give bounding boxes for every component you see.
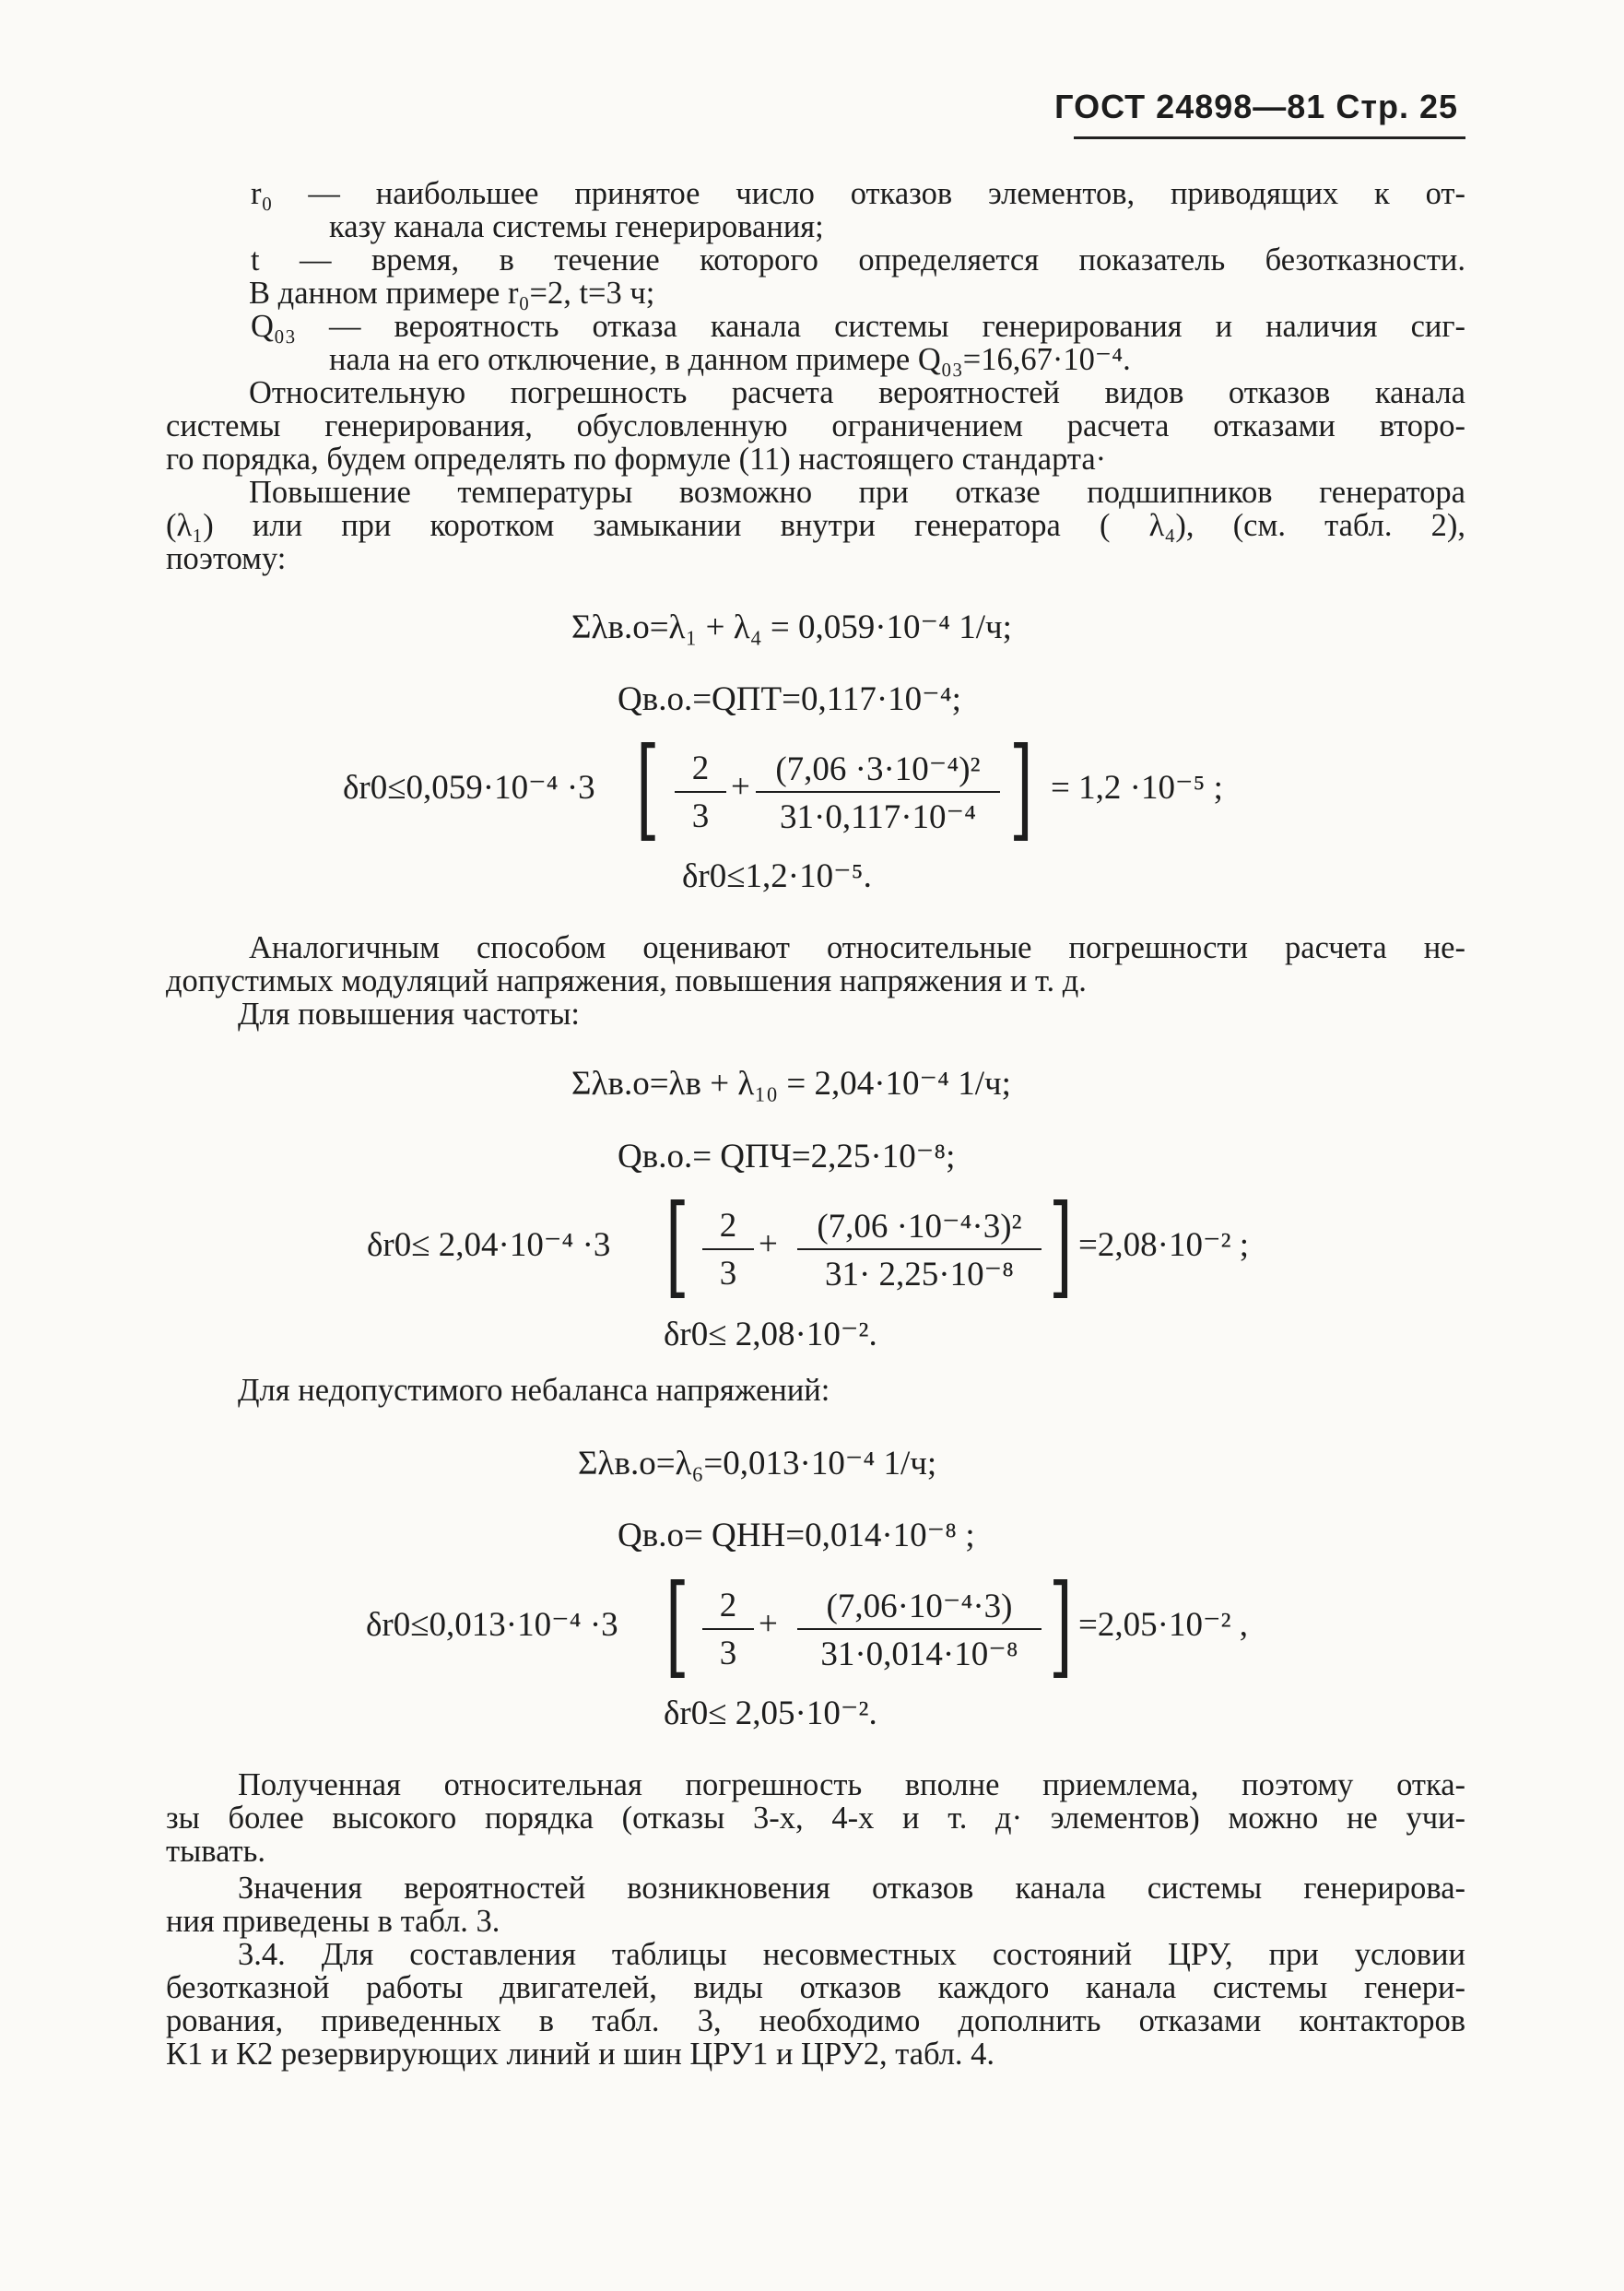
block3-frac2-num: (7,06·10⁻⁴·3) [826,1588,1013,1625]
para-temp-line: Повышение температуры возможно при отказе подшипников генератора [249,475,1465,510]
right-bracket: ] [1009,725,1033,853]
fraction-bar [797,1628,1041,1630]
unbalance-heading: Для недопустимого небаланса напряжений: [238,1373,830,1408]
para-34-line: безотказной работы двигателей, виды отказов каждого канала системы генери- [166,1970,1465,2005]
block2-sum-formula: Σλв.о=λв + λ₁₀ = 2,04·10⁻⁴ 1/ч; [571,1065,1011,1103]
fraction-bar [756,791,1000,793]
para-analog-line: допустимых модуляций напряжения, повышения напряжения и т. д. [166,963,1087,998]
block2-frac1-num: 2 [719,1207,737,1245]
para-error-line: системы генерирования, обусловленную ограничением расчета отказами второ- [166,408,1465,443]
plus-sign: + [731,768,750,806]
block3-frac1-num: 2 [719,1587,737,1624]
para-34-line: К1 и К2 резервирующих линий и шин ЦРУ1 и ЦРУ2, табл. 4. [166,2037,995,2072]
block2-frac2-den: 31· 2,25·10⁻⁸ [824,1256,1015,1293]
block2-frac2-num: (7,06 ·10⁻⁴·3)² [817,1208,1022,1246]
def-q03-line1: Q₀₃ — вероятность отказа канала системы генерирования и наличия сиг- [251,309,1465,344]
fraction-bar [702,1248,754,1250]
para-error-line: Относительную погрешность расчета вероятностей видов отказов канала [249,375,1465,410]
header-rule [1074,136,1465,139]
block2-delta-rhs: =2,08·10⁻² ; [1078,1226,1250,1264]
def-example-line: В данном примере r₀=2, t=3 ч; [249,276,655,311]
block1-frac2-den: 31·0,117·10⁻⁴ [780,798,976,836]
page-header: ГОСТ 24898—81 Стр. 25 [1054,88,1458,125]
block2-frac1-den: 3 [719,1255,737,1293]
para-values-line: Значения вероятностей возникновения отказов канала системы генерирова- [238,1871,1465,1906]
para-conclusion-line: зы более высокого порядка (отказы 3-х, 4-х и т. д· элементов) можно не учи- [166,1801,1465,1836]
fraction-bar [675,791,726,793]
block3-q-formula: Qв.о= QНН=0,014·10⁻⁸ ; [618,1517,975,1554]
para-error-line: го порядка, будем определять по формуле (11) настоящего стандарта· [166,442,1107,477]
para-conclusion-line: тывать. [166,1834,265,1869]
block2-q-formula: Qв.о.= QПЧ=2,25·10⁻⁸; [618,1138,956,1175]
block2-delta-lhs: δr0≤ 2,04·10⁻⁴ ·3 [367,1226,611,1264]
def-r0-line1: r₀ — наибольшее принятое число отказов элементов, приводящих к от- [251,176,1465,211]
plus-sign: + [759,1605,778,1643]
freq-heading: Для повышения частоты: [238,997,580,1032]
block3-frac1-den: 3 [719,1635,737,1672]
block1-frac2-num: (7,06 ·3·10⁻⁴)² [775,750,981,788]
block1-q-formula: Qв.о.=QПТ=0,117·10⁻⁴; [618,680,961,718]
block2-result: δr0≤ 2,08·10⁻². [664,1316,877,1353]
plus-sign: + [759,1225,778,1263]
block3-frac2-den: 31·0,014·10⁻⁸ [820,1636,1018,1673]
block1-sum-formula: Σλв.о=λ₁ + λ₄ = 0,059·10⁻⁴ 1/ч; [571,608,1012,646]
block1-frac1-den: 3 [691,797,710,835]
block1-result: δr0≤1,2·10⁻⁵. [682,857,872,895]
right-bracket: ] [1049,1562,1073,1690]
fraction-bar [797,1248,1041,1250]
block1-delta-rhs: = 1,2 ·10⁻⁵ ; [1051,769,1223,807]
def-r0-line2: казу канала системы генерирования; [329,209,824,244]
left-bracket: [ [636,725,660,853]
para-temp-line: (λ₁) или при коротком замыкании внутри генератора ( λ₄), (см. табл. 2), [166,508,1465,543]
fraction-bar [702,1628,754,1630]
left-bracket: [ [665,1562,689,1690]
para-analog-line: Аналогичным способом оценивают относительные погрешности расчета не- [249,930,1465,965]
def-t-line: t — время, в течение которого определяется показатель безотказности. [251,242,1465,278]
right-bracket: ] [1049,1182,1073,1310]
left-bracket: [ [665,1182,689,1310]
para-conclusion-line: Полученная относительная погрешность вполне приемлема, поэтому отка- [238,1767,1465,1802]
block1-frac1-num: 2 [691,750,710,787]
def-q03-line2: нала на его отключение, в данном примере Q₀₃=16,67·10⁻⁴. [329,342,1131,377]
para-temp-line: поэтому: [166,541,287,576]
block3-result: δr0≤ 2,05·10⁻². [664,1695,877,1732]
para-34-line: рования, приведенных в табл. 3, необходимо дополнить отказами контакторов [166,2003,1465,2038]
block3-delta-rhs: =2,05·10⁻² , [1078,1606,1249,1644]
para-34-line: 3.4. Для составления таблицы несовместных состояний ЦРУ, при условии [238,1937,1465,1972]
para-values-line: ния приведены в табл. 3. [166,1904,500,1939]
block3-sum-formula: Σλв.о=λ₆=0,013·10⁻⁴ 1/ч; [578,1445,937,1482]
block1-delta-lhs: δr0≤0,059·10⁻⁴ ·3 [343,769,595,807]
block3-delta-lhs: δr0≤0,013·10⁻⁴ ·3 [366,1606,618,1644]
